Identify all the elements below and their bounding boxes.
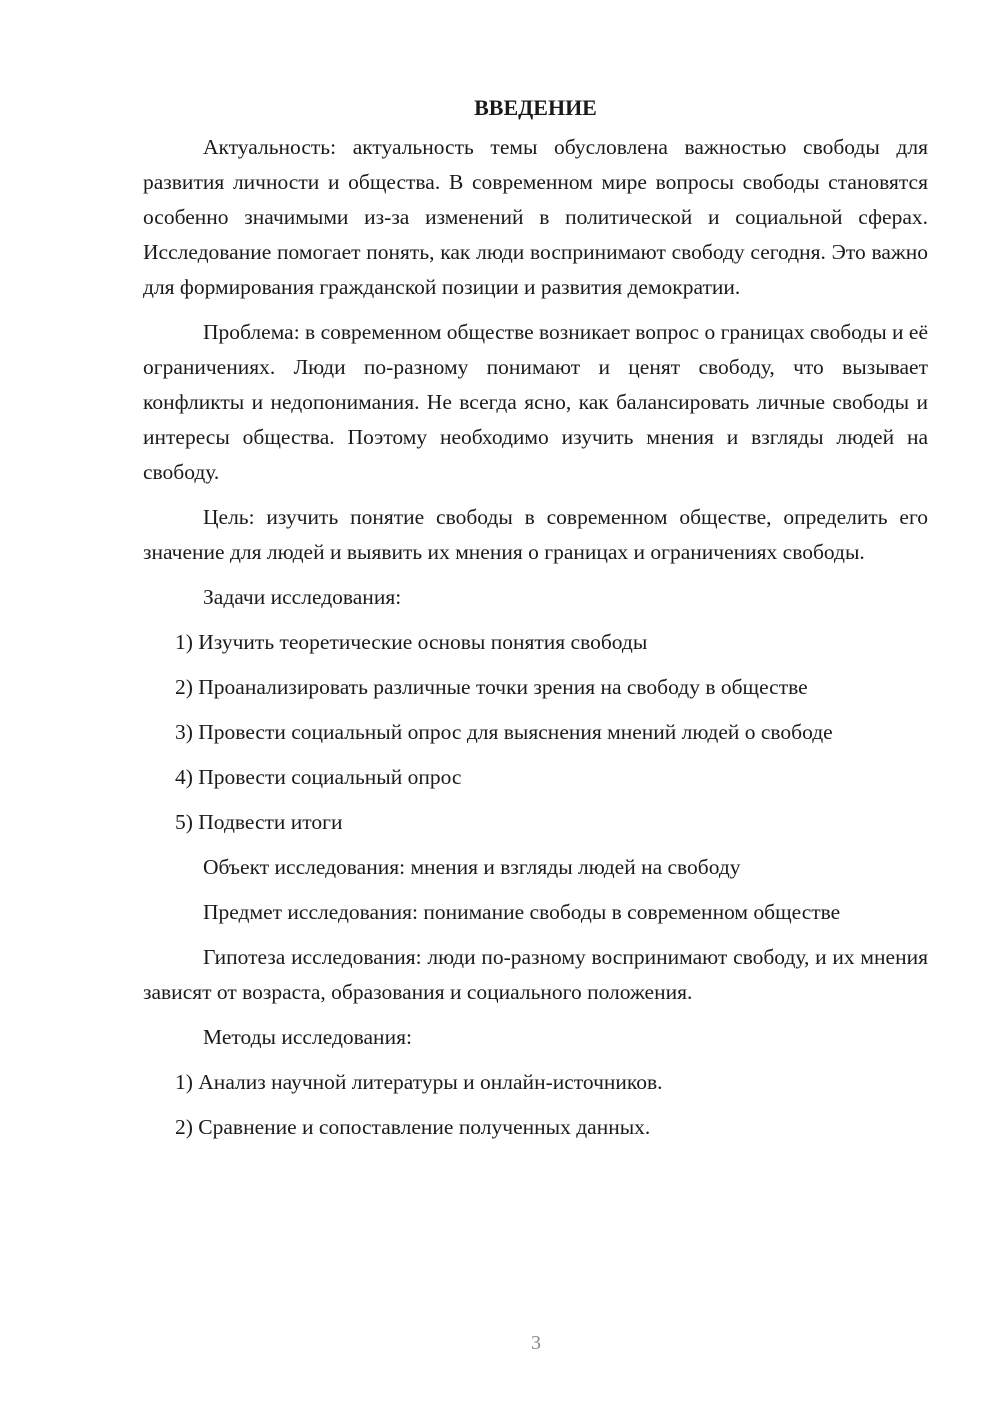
methods-heading: Методы исследования:: [203, 1025, 412, 1049]
goal-paragraph: Цель: изучить понятие свободы в современном обществе, определить его значение для людей и выявить их мнения о границах и ограничениях свободы.: [143, 505, 928, 564]
research-object: Объект исследования: мнения и взгляды людей на свободу: [203, 855, 741, 879]
task-item: 3) Провести социальный опрос для выяснения мнений людей о свободе: [175, 720, 833, 744]
page-number: 3: [531, 1332, 541, 1354]
problem-paragraph: Проблема: в современном обществе возникает вопрос о границах свободы и её ограничениях. Люди по-разному понимают и ценят свободу, что вызывает конфликты и недопонимания. Не всегда ясно, как балансировать личные свободы и интересы общества. Поэтому необходимо изучить мнения и взгляды людей на свободу.: [143, 320, 928, 484]
research-hypothesis: Гипотеза исследования: люди по-разному воспринимают свободу, и их мнения зависят от возраста, образования и социального положения.: [143, 945, 928, 1004]
task-item: 4) Провести социальный опрос: [175, 765, 462, 789]
document-page: [143, 90, 928, 1145]
research-subject: Предмет исследования: понимание свободы в современном обществе: [203, 900, 841, 924]
task-item: 2) Проанализировать различные точки зрения на свободу в обществе: [175, 675, 808, 699]
page-title: ВВЕДЕНИЕ: [474, 95, 597, 120]
relevance-paragraph: Актуальность: актуальность темы обусловлена важностью свободы для развития личности и общества. В современном мире вопросы свободы становятся особенно значимыми из-за изменений в политической и социальной сферах. Исследование помогает понять, как люди воспринимают свободу сегодня. Это важно для формирования гражданской позиции и развития демократии.: [143, 135, 928, 299]
task-item: 1) Изучить теоретические основы понятия свободы: [175, 630, 648, 654]
tasks-heading: Задачи исследования:: [203, 585, 402, 609]
task-item: 5) Подвести итоги: [175, 810, 343, 834]
method-item: 2) Сравнение и сопоставление полученных данных.: [175, 1115, 651, 1139]
method-item: 1) Анализ научной литературы и онлайн-источников.: [175, 1070, 663, 1094]
